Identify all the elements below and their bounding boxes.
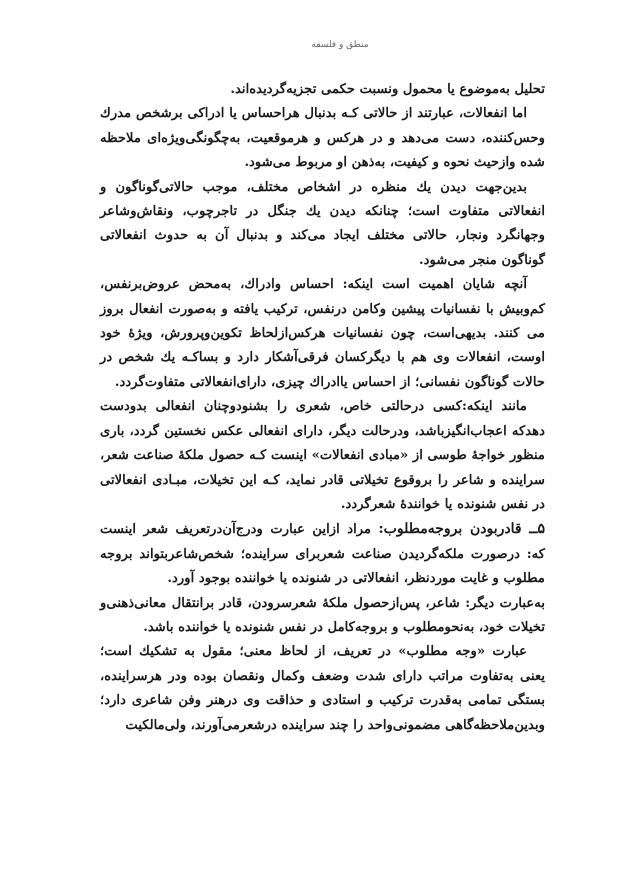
- paragraph-intro: تحلیل بەموضوع یا محمول ونسبت حکمی تجزیەگردیدەاند.: [230, 82, 545, 97]
- paragraph-infialat-definition: اما انفعالات، عبارتند از حالاتی کـه بدنبال هراحساس یا ادراکی برشخص مدرك وحس‌کننده، دست می‌دهد و در هرکس و هرموقعیت، بەچگونگی‌ویژه‌ای ملاحظه شده وازحیث نحوه و کیفیت، بەذهن او مربوط می‌شود.: [100, 106, 545, 171]
- paragraph-forest-example: بدین‌جهت دیدن یك منظره در اشخاص مختلف، موجب حالاتی‌گوناگون و انفعالاتی متفاوت است؛ چنانکه دیدن یك جنگل در تاجرچوب، ونقاش‌وشاعر وجهانگرد ونجار، حالاتی مختلف ایجاد می‌کند و بدنبال آن به حدوث انفعالاتی گوناگون منجر می‌شود.: [100, 179, 545, 268]
- section-5-heading: ۵ــ قادربودن بروجه‌مطلوب:: [378, 521, 545, 538]
- section-5-text: مراد ازاین عبارت ودرج‌آن‌درتعریف شعر اینست که: درصورت ملکه‌گردیدن صناعت شعربرای سراینده؛ شخص‌شاعربتواند بروجه مطلوب و غایت موردنظر، انفعالاتی در شنونده یا خواننده بوجود آورد.: [100, 522, 545, 587]
- paragraph-perception: آنچه شایان اهمیت است اینکه: احساس وادراك، بەمحض عروض‌برنفس، کم‌وبیش با نفسانیات پیشین وکامن درنفس، ترکیب یافته و بەصورت انفعال بروز می کنند. بدیهی‌است، چون نفسانیات هرکس‌ازلحاظ تکوین‌وپرورش، ویژۀ خود اوست، انفعالات وی هم با دیگرکسان فرقی‌آشکار دارد و بساکـه یك شخص در حالات گوناگون نفسانی؛ از احساس یاادراك چیزی، دارای‌انفعالاتی متفاوت‌گردد.: [100, 277, 545, 390]
- paragraph-poetry-example: مانند اینکه:کسی درحالتی خاص، شعری را بشنودوچنان انفعالی بدودست دهدکه اعجاب‌انگیزباشد، ودرحالت دیگر، دارای انفعالی عکس نخستین گردد، باری منظور خواجۀ طوسی از «مبادی انفعالات» اینست کـه حصول ملکۀ صناعت شعر، سراینده و شاعر را بروقوع تخیلاتی قادر نماید، کـه این تخیلات، مبـادی انفعالاتی در نفس شنونده یا خوانندۀ شعرگردد.: [100, 399, 545, 512]
- paragraph-desired-aspect: عبارت «وجه مطلوب» در تعریف، از لحاظ معنی؛ مقول به تشکیك است؛ یعنی بەتفاوت مراتب دارای شدت وضعف وکمال ونقصان بوده ودر هرسراینده، بستگی تمامی بەقدرت ترکیب و استادی و حذاقت وی درهنر وفن شاعری دارد؛ وبدین‌ملاحظه‌گاهی مضمونی‌واحد را چند سراینده درشعرمی‌آورند، ولی‌مالکیت: [100, 644, 545, 733]
- running-head: منطق و فلسفه: [311, 40, 369, 50]
- paragraph-restatement: بەعبارت دیگر: شاعر، پس‌ازحصول ملکۀ شعرسرودن، قادر برانتقال معانی‌ذهنی‌و تخیلات خود، بەنحومطلوب و بروجه‌کامل در نفس شنونده یا خواننده باشد.: [100, 595, 545, 635]
- paragraph-section-5: [100, 517, 545, 591]
- text-body: [100, 78, 545, 738]
